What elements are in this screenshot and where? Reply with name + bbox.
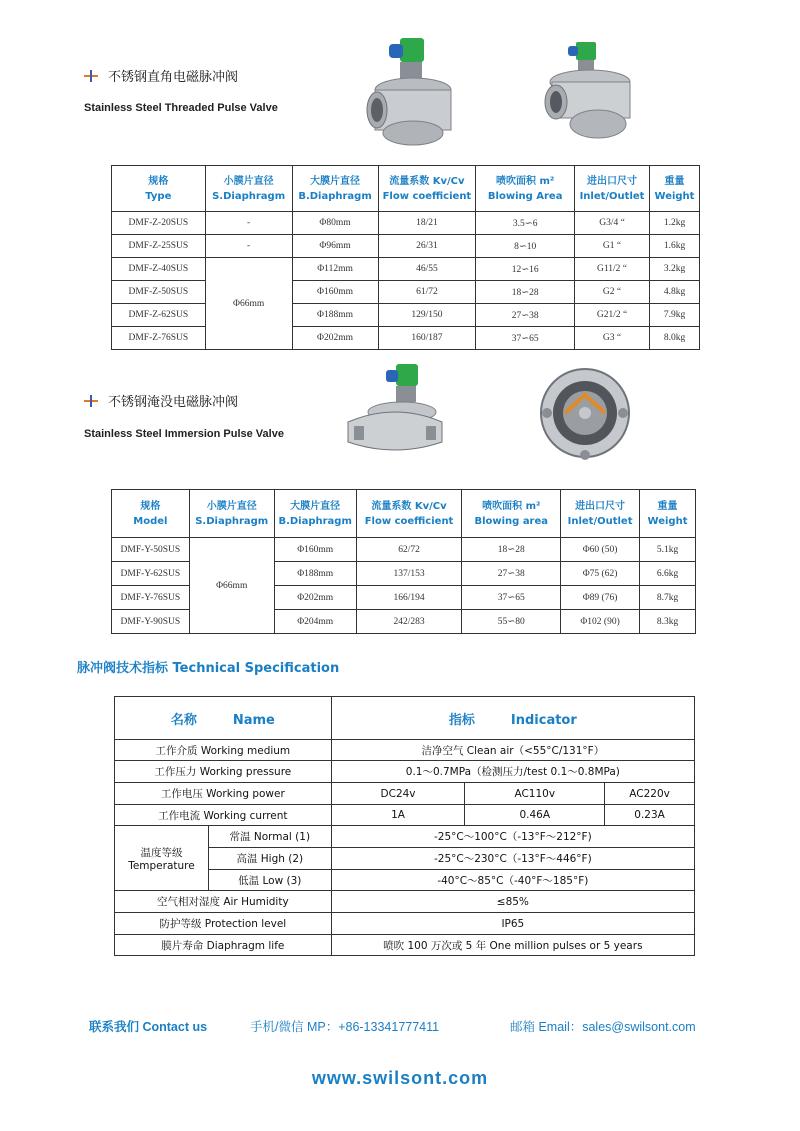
immersion-valve-photo-1 — [340, 362, 450, 462]
cell-b: Φ188mm — [274, 562, 356, 586]
spec-value: 洁净空气 Clean air（<55°C/131°F） — [331, 740, 694, 761]
cell-b: Φ96mm — [292, 235, 378, 258]
cell-io: Φ75 (62) — [561, 562, 640, 586]
threaded-valve-table — [111, 165, 700, 350]
cell-area: 37∽65 — [462, 586, 561, 610]
cell-b: Φ204mm — [274, 610, 356, 634]
cell-area: 18∽28 — [462, 538, 561, 562]
cell-b: Φ202mm — [292, 327, 378, 350]
table-row — [112, 258, 700, 281]
cell-flow: 46/55 — [378, 258, 476, 281]
cell-weight: 1.6kg — [650, 235, 700, 258]
section1-subtitle: Stainless Steel Threaded Pulse Valve — [84, 102, 278, 114]
website-link[interactable]: www.swilsont.com — [311, 1068, 489, 1088]
threaded-valve-photo-2 — [540, 42, 640, 142]
cell-flow: 26/31 — [378, 235, 476, 258]
cell-io: Φ102 (90) — [561, 610, 640, 634]
cell-area: 27∽38 — [462, 562, 561, 586]
cell-area: 3.5∽6 — [476, 212, 575, 235]
header-model: 规格 Model — [112, 490, 190, 538]
spec-value: IP65 — [331, 913, 694, 935]
cell-s: - — [205, 235, 292, 258]
spec-value: 喷吹 100 万次或 5 年 One million pulses or 5 years — [331, 935, 694, 956]
cell-b: Φ80mm — [292, 212, 378, 235]
cell-io: G1 “ — [575, 235, 650, 258]
cell-area: 8∽10 — [476, 235, 575, 258]
immersion-valve-photo-2 — [535, 365, 635, 465]
cell-flow: 61/72 — [378, 281, 476, 304]
spec-value: AC220v — [605, 783, 695, 805]
cell-type: DMF-Z-62SUS — [112, 304, 206, 327]
threaded-valve-photo-1 — [355, 38, 455, 148]
table-header-row — [112, 490, 696, 538]
table-row — [112, 235, 700, 258]
spec-label: 高温 High (2) — [208, 848, 331, 870]
cell-area: 37∽65 — [476, 327, 575, 350]
cell-io: G2 “ — [575, 281, 650, 304]
spec-label: 工作压力 Working pressure — [115, 761, 332, 783]
cell-flow: 62/72 — [356, 538, 462, 562]
cell-area: 55∽80 — [462, 610, 561, 634]
cell-flow: 166/194 — [356, 586, 462, 610]
table-row — [112, 281, 700, 304]
table-row — [112, 212, 700, 235]
cell-io: Φ60 (50) — [561, 538, 640, 562]
cell-type: DMF-Z-76SUS — [112, 327, 206, 350]
spec-value: DC24v — [331, 783, 465, 805]
spec-header-row — [115, 697, 695, 740]
cell-b: Φ202mm — [274, 586, 356, 610]
spec-value: -40°C～85°C（-40°F～185°F) — [331, 870, 694, 891]
cell-type: DMF-Z-40SUS — [112, 258, 206, 281]
cell-io: G3 “ — [575, 327, 650, 350]
spec-header-indicator: 指标 Indicator — [331, 697, 694, 740]
cell-s-merged: Φ66mm — [205, 258, 292, 350]
table-row — [112, 327, 700, 350]
spec-label: 空气相对湿度 Air Humidity — [115, 891, 332, 913]
cell-weight: 7.9kg — [650, 304, 700, 327]
cell-type: DMF-Z-20SUS — [112, 212, 206, 235]
contact-email[interactable]: 邮箱 Email：sales@swilsont.com — [510, 1020, 696, 1034]
header-inlet: 进出口尺寸 Inlet/Outlet — [575, 166, 650, 212]
header-flow: 流量系数 Kv/Cv Flow coefficient — [356, 490, 462, 538]
cell-type: DMF-Y-76SUS — [112, 586, 190, 610]
cell-io: G11/2 “ — [575, 258, 650, 281]
spec-row-protection — [115, 913, 695, 935]
cell-io: Φ89 (76) — [561, 586, 640, 610]
cell-type: DMF-Y-90SUS — [112, 610, 190, 634]
contact-phone: 手机/微信 MP：+86-13341777411 — [250, 1020, 440, 1034]
bullet-icon — [84, 70, 98, 82]
section2-title — [84, 391, 238, 410]
spec-label: 膜片寿命 Diaphragm life — [115, 935, 332, 956]
spec-row-power — [115, 783, 695, 805]
spec-label: 低温 Low (3) — [208, 870, 331, 891]
spec-table — [114, 696, 695, 956]
immersion-valve-table — [111, 489, 696, 634]
cell-area: 12∽16 — [476, 258, 575, 281]
cell-b: Φ160mm — [274, 538, 356, 562]
spec-row-temp-normal — [115, 826, 695, 848]
spec-value: AC110v — [465, 783, 605, 805]
spec-value: -25°C～100°C（-13°F～212°F) — [331, 826, 694, 848]
cell-flow: 137/153 — [356, 562, 462, 586]
spec-label: 常温 Normal (1) — [208, 826, 331, 848]
table-row — [112, 538, 696, 562]
cell-flow: 18/21 — [378, 212, 476, 235]
cell-b: Φ188mm — [292, 304, 378, 327]
cell-weight: 8.7kg — [640, 586, 696, 610]
cell-type: DMF-Y-62SUS — [112, 562, 190, 586]
cell-weight: 4.8kg — [650, 281, 700, 304]
spec-value: 0.1～0.7MPa（检测压力/test 0.1～0.8MPa) — [331, 761, 694, 783]
cell-b: Φ112mm — [292, 258, 378, 281]
spec-value: 0.46A — [465, 805, 605, 826]
spec-value: 1A — [331, 805, 465, 826]
cell-weight: 5.1kg — [640, 538, 696, 562]
spec-label: 工作电压 Working power — [115, 783, 332, 805]
cell-flow: 129/150 — [378, 304, 476, 327]
spec-label: 工作电流 Working current — [115, 805, 332, 826]
cell-io: G3/4 “ — [575, 212, 650, 235]
cell-s-merged: Φ66mm — [189, 538, 274, 634]
spec-value: -25°C～230°C（-13°F～446°F) — [331, 848, 694, 870]
cell-flow: 160/187 — [378, 327, 476, 350]
cell-weight: 3.2kg — [650, 258, 700, 281]
cell-type: DMF-Z-50SUS — [112, 281, 206, 304]
spec-title: 脉冲阀技术指标 Technical Specification — [77, 661, 340, 676]
contact-label: 联系我们 Contact us — [89, 1020, 208, 1034]
header-inlet: 进出口尺寸 Inlet/Outlet — [561, 490, 640, 538]
section1-title-cn: 不锈钢直角电磁脉冲阀 — [108, 70, 239, 85]
spec-value: ≤85% — [331, 891, 694, 913]
section2-title-cn: 不锈钢淹没电磁脉冲阀 — [108, 395, 239, 410]
cell-weight: 1.2kg — [650, 212, 700, 235]
header-weight: 重量 Weight — [650, 166, 700, 212]
cell-flow: 242/283 — [356, 610, 462, 634]
header-area: 喷吹面积 m² Blowing Area — [476, 166, 575, 212]
spec-row-current — [115, 805, 695, 826]
section2-subtitle: Stainless Steel Immersion Pulse Valve — [84, 428, 284, 440]
spec-row-life — [115, 935, 695, 956]
spec-row-pressure — [115, 761, 695, 783]
cell-area: 27∽38 — [476, 304, 575, 327]
cell-b: Φ160mm — [292, 281, 378, 304]
header-flow: 流量系数 Kv/Cv Flow coefficient — [378, 166, 476, 212]
spec-row-medium — [115, 740, 695, 761]
cell-weight: 8.3kg — [640, 610, 696, 634]
cell-type: DMF-Z-25SUS — [112, 235, 206, 258]
section1-title — [84, 66, 238, 85]
header-type: 规格 Type — [112, 166, 206, 212]
spec-header-name: 名称 Name — [115, 697, 332, 740]
header-b-diaphragm: 大膜片直径 B.Diaphragm — [274, 490, 356, 538]
table-row — [112, 304, 700, 327]
header-s-diaphragm: 小膜片直径 S.Diaphragm — [205, 166, 292, 212]
table-header-row — [112, 166, 700, 212]
header-b-diaphragm: 大膜片直径 B.Diaphragm — [292, 166, 378, 212]
cell-weight: 8.0kg — [650, 327, 700, 350]
spec-value: 0.23A — [605, 805, 695, 826]
spec-label: 防护等级 Protection level — [115, 913, 332, 935]
cell-area: 18∽28 — [476, 281, 575, 304]
spec-label: 工作介质 Working medium — [115, 740, 332, 761]
cell-io: G21/2 “ — [575, 304, 650, 327]
spec-row-humidity — [115, 891, 695, 913]
header-s-diaphragm: 小膜片直径 S.Diaphragm — [189, 490, 274, 538]
header-area: 喷吹面积 m² Blowing area — [462, 490, 561, 538]
cell-weight: 6.6kg — [640, 562, 696, 586]
header-weight: 重量 Weight — [640, 490, 696, 538]
spec-temp-label: 温度等级 Temperature — [115, 826, 209, 891]
bullet-icon — [84, 395, 98, 407]
cell-type: DMF-Y-50SUS — [112, 538, 190, 562]
cell-s: - — [205, 212, 292, 235]
